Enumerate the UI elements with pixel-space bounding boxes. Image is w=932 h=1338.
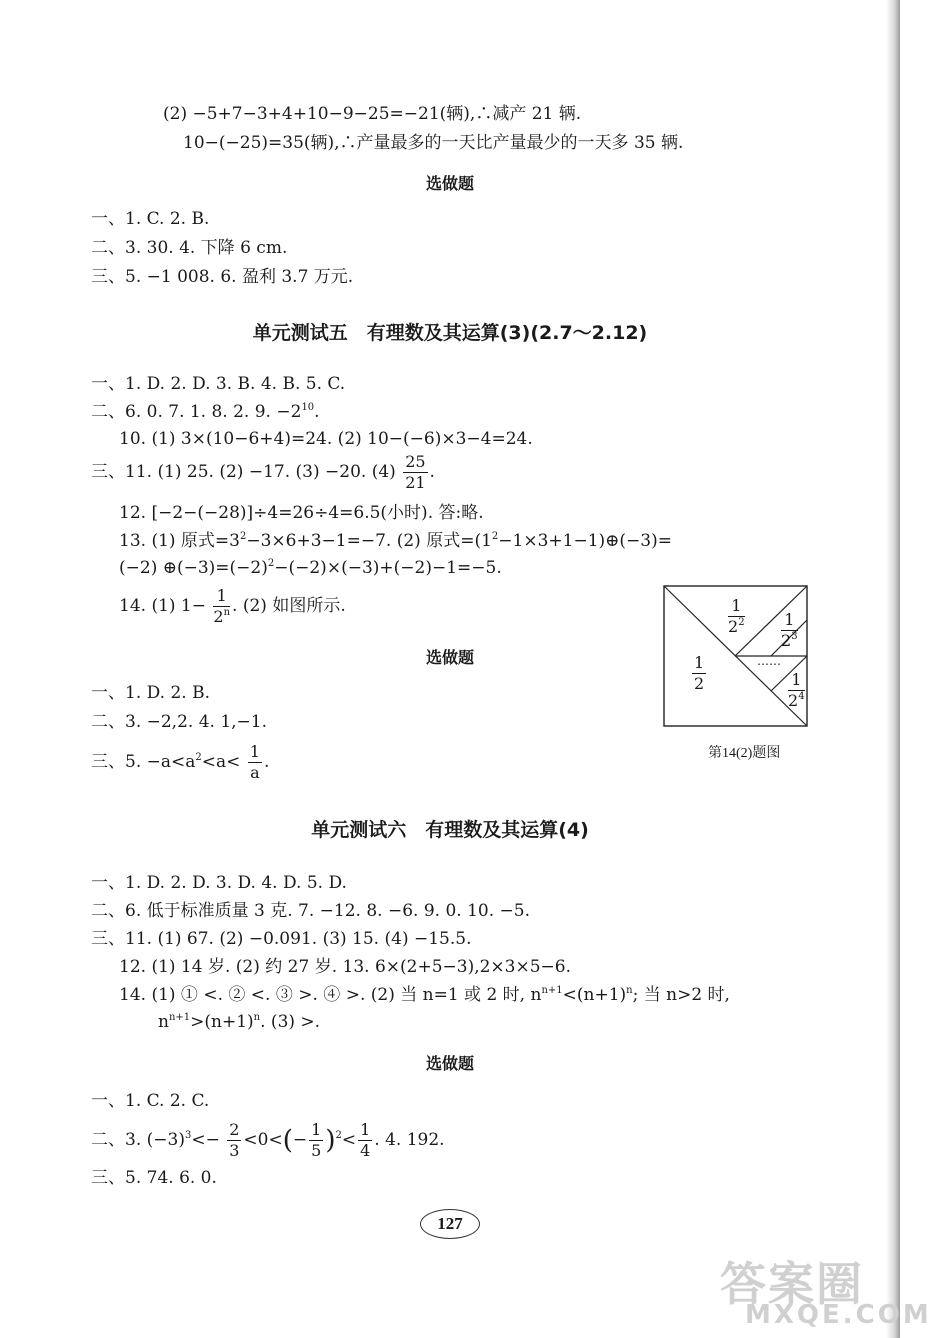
answer-line: 三、5. $-a<a^2<a<$ $\frac{1}{a}$ .: [91, 742, 270, 782]
answer-line: 三、5. 74. 6. 0.: [91, 1168, 217, 1188]
answer-line: 一、1. C. 2. B.: [91, 209, 210, 229]
watermark-logo: 答案圈: [720, 1257, 864, 1311]
answer-line: 二、3. $(-3)^3<-$ $\frac{2}{3}$ <0<(− $\frac{1}{5}$ )$^2$< $\frac{1}{4}$ . 4. 192.: [91, 1120, 445, 1160]
answer-line: 二、3. 30. 4. 下降 6 cm.: [91, 238, 288, 258]
answer-line: 一、1. C. 2. C.: [91, 1091, 210, 1111]
answer-line: 12. [−2−(−28)]÷4=26÷4=6.5(小时). 答:略.: [119, 503, 484, 523]
answer-line: 三、11. (1) 67. (2) −0.091. (3) 15. (4) −15.5.: [91, 929, 472, 949]
fraction: $\frac{2}{3}$: [229, 1120, 240, 1160]
answer-line: 一、1. D. 2. B.: [91, 683, 210, 703]
answer-line: 二、6. 0. 7. 1. 8. 2. 9. $-2^{10}$.: [91, 402, 320, 422]
section-title: 单元测试六 有理数及其运算(4): [311, 819, 589, 841]
fraction: $\frac{1}{a}$: [249, 742, 260, 782]
answer-line: 10. (1) 3×(10−6+4)=24. (2) 10−(−6)×3−4=24.: [119, 429, 533, 449]
page-edge: [886, 0, 900, 1338]
fraction: $\frac{1}{4}$: [360, 1120, 371, 1160]
fraction: $\frac{1}{2^n}$: [213, 586, 231, 626]
figure-label-sixteenth: $\frac{1}{2^4}$: [788, 670, 805, 710]
section-subtitle: 选做题: [425, 1054, 474, 1073]
answer-line: 13. (1) 原式$=3^2-3\times 6+3-1=-7$. (2) 原式$=(1^2-1\times 3+1-1)\oplus(-3)=$: [119, 531, 672, 551]
answer-line: 14. (1) ① <. ② <. ③ >. ④ >. (2) 当 n=1 或 2 时, $n^{n+1}<(n+1)^n$; 当 n>2 时,: [119, 985, 730, 1005]
answer-line: 12. (1) 14 岁. (2) 约 27 岁. 13. 6×(2+5−3),2×3×5−6.: [119, 957, 572, 977]
answer-line: 三、11. (1) 25. (2) −17. (3) −20. (4) $\frac{25}{21}$ .: [91, 452, 435, 492]
answer-line: 二、6. 低于标准质量 3 克. 7. −12. 8. −6. 9. 0. 10. −5.: [91, 901, 531, 921]
answer-line: (−2) $\oplus(-3)=(-2)^2-(-2)\times(-3)+(-2)-1=-5$.: [119, 558, 502, 578]
answer-line: (2) −5+7−3+4+10−9−25=−21(辆),∴减产 21 辆.: [163, 104, 582, 124]
answer-line: 二、3. −2,2. 4. 1,−1.: [91, 712, 268, 732]
figure-label-quarter: $\frac{1}{2^2}$: [728, 596, 745, 636]
fraction: $\frac{25}{21}$: [405, 452, 426, 492]
page-number: 127: [420, 1209, 480, 1239]
answer-line: 10−(−25)=35(辆),∴产量最多的一天比产量最少的一天多 35 辆.: [183, 133, 684, 153]
section-subtitle: 选做题: [425, 174, 474, 193]
figure-caption: 第14(2)题图: [708, 746, 781, 761]
answer-line: 14. (1) 1− $\frac{1}{2^n}$ . (2) 如图所示.: [119, 586, 346, 626]
answer-line: 一、1. D. 2. D. 3. B. 4. B. 5. C.: [91, 374, 346, 394]
answer-line: 一、1. D. 2. D. 3. D. 4. D. 5. D.: [91, 873, 347, 893]
figure-dots: ……: [757, 654, 781, 668]
answer-line: 三、5. −1 008. 6. 盈利 3.7 万元.: [91, 267, 354, 287]
watermark-url: MXQE.COM: [745, 1300, 932, 1330]
figure-label-half: $\frac{1}{2}$: [694, 653, 705, 693]
figure-label-eighth: $\frac{1}{2^3}$: [781, 610, 798, 650]
answer-line: $n^{n+1}>(n+1)^n$. (3) >.: [158, 1012, 321, 1032]
section-subtitle: 选做题: [425, 648, 474, 667]
section-title: 单元测试五 有理数及其运算(3)(2.7～2.12): [252, 322, 648, 344]
fraction: $\frac{1}{5}$: [311, 1120, 322, 1160]
